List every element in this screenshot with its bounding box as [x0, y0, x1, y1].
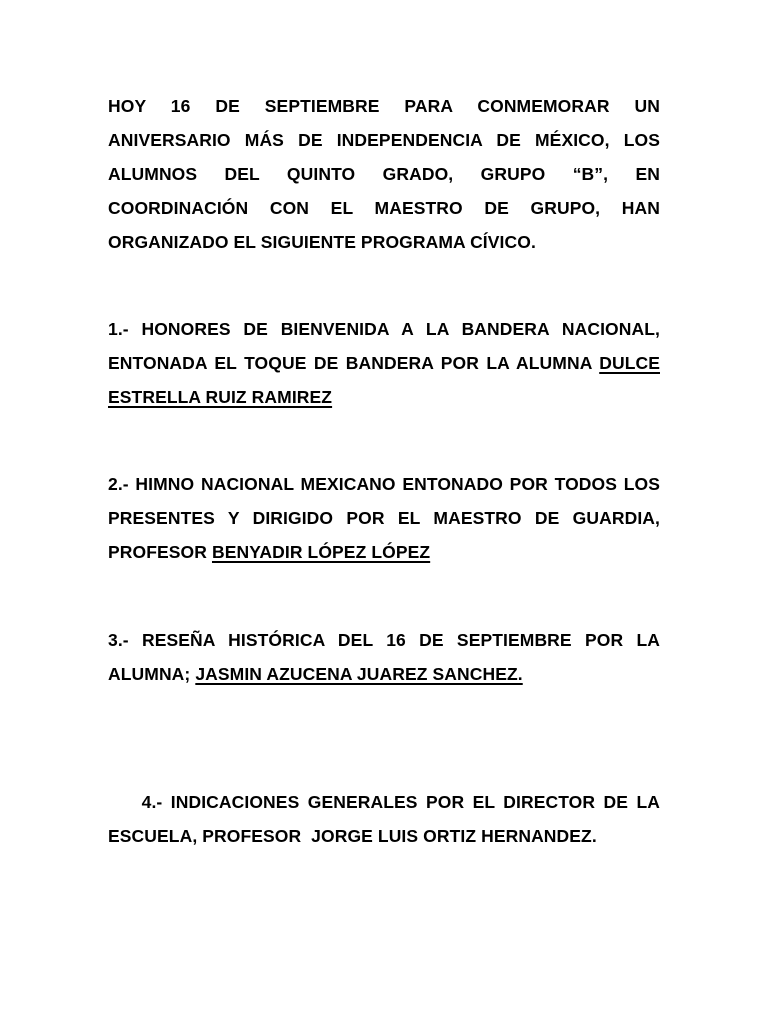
program-item-1	[108, 312, 660, 414]
program-item-4-text: 4.- INDICACIONES GENERALES POR EL DIRECTOR DE LA ESCUELA, PROFESOR JORGE LUIS ORTIZ HERNANDEZ.	[108, 792, 665, 846]
program-item-1-participant: DULCE ESTRELLA RUIZ RAMIREZ	[108, 353, 660, 407]
program-item-2-text: 2.- HIMNO NACIONAL MEXICANO ENTONADO POR TODOS LOS PRESENTES Y DIRIGIDO POR EL MAESTRO DE GUARDIA, PROFESOR	[108, 474, 660, 562]
program-item-4	[108, 751, 665, 887]
program-item-3-participant: JASMIN AZUCENA JUAREZ SANCHEZ.	[195, 664, 523, 684]
program-item-2	[108, 467, 660, 569]
program-item-3	[108, 623, 660, 691]
intro-text: HOY 16 DE SEPTIEMBRE PARA CONMEMORAR UN ANIVERSARIO MÁS DE INDEPENDENCIA DE MÉXICO, LOS ALUMNOS DEL QUINTO GRADO, GRUPO “B”, EN COORDINACIÓN CON EL MAESTRO DE GRUPO, HAN ORGANIZADO EL SIGUIENTE PROGRAMA CÍVICO.	[108, 96, 660, 252]
program-item-1-text: 1.- HONORES DE BIENVENIDA A LA BANDERA NACIONAL, ENTONADA EL TOQUE DE BANDERA POR LA ALUMNA	[108, 319, 660, 373]
program-item-3-text: 3.- RESEÑA HISTÓRICA DEL 16 DE SEPTIEMBRE POR LA ALUMNA;	[108, 630, 660, 684]
program-item-2-participant: BENYADIR LÓPEZ LÓPEZ	[211, 542, 431, 562]
intro-paragraph	[108, 89, 660, 259]
